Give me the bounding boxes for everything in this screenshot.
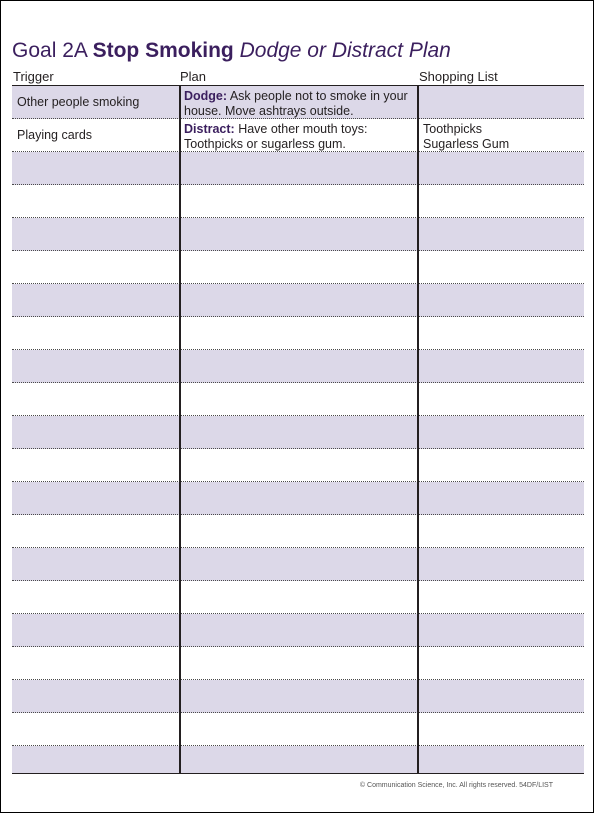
plan-key-label: Dodge:	[184, 89, 228, 103]
empty-table-row[interactable]	[12, 251, 584, 284]
shopping-item: Sugarless Gum	[423, 137, 510, 151]
plan-cell[interactable]	[179, 86, 418, 119]
column-divider	[179, 86, 181, 773]
column-header-trigger: Trigger	[13, 69, 54, 84]
title-stop-smoking: Stop Smoking	[92, 39, 234, 62]
empty-table-row[interactable]	[12, 218, 584, 251]
plan-table	[12, 85, 584, 774]
title-plan: Dodge or Distract Plan	[239, 39, 451, 62]
empty-table-row[interactable]	[12, 713, 584, 746]
title-goal: Goal 2A	[12, 39, 87, 62]
empty-table-row[interactable]	[12, 581, 584, 614]
empty-table-row[interactable]	[12, 614, 584, 647]
empty-table-row[interactable]	[12, 449, 584, 482]
shopping-item: Toothpicks	[423, 122, 483, 136]
empty-table-row[interactable]	[12, 746, 584, 773]
empty-table-row[interactable]	[12, 482, 584, 515]
empty-table-row[interactable]	[12, 185, 584, 218]
empty-table-row[interactable]	[12, 515, 584, 548]
empty-table-row[interactable]	[12, 317, 584, 350]
empty-table-row[interactable]	[12, 416, 584, 449]
shopping-cell[interactable]	[418, 119, 584, 152]
column-divider	[417, 86, 419, 773]
empty-table-row[interactable]	[12, 647, 584, 680]
empty-table-row[interactable]	[12, 383, 584, 416]
plan-key-label: Distract:	[184, 122, 235, 136]
plan-text: Ask people not to smoke in your house. Move ashtrays outside.	[184, 89, 408, 118]
shopping-cell[interactable]	[418, 86, 584, 119]
empty-table-row[interactable]	[12, 350, 584, 383]
column-header-plan: Plan	[180, 69, 207, 84]
empty-table-row[interactable]	[12, 284, 584, 317]
page-title	[12, 37, 451, 65]
empty-table-row[interactable]	[12, 548, 584, 581]
trigger-cell[interactable]: Playing cards	[17, 128, 93, 142]
table-row	[12, 86, 584, 119]
empty-table-row[interactable]	[12, 152, 584, 185]
copyright-footer: © Communication Science, Inc. All rights reserved. 54DF/LIST	[359, 782, 553, 789]
plan-cell[interactable]	[179, 119, 418, 152]
empty-table-row[interactable]	[12, 680, 584, 713]
table-row	[12, 119, 584, 152]
plan-text: Have other mouth toys: Toothpicks or sugarless gum.	[184, 122, 368, 151]
column-header-shopping-list: Shopping List	[419, 69, 498, 84]
trigger-cell[interactable]: Other people smoking	[17, 95, 140, 109]
